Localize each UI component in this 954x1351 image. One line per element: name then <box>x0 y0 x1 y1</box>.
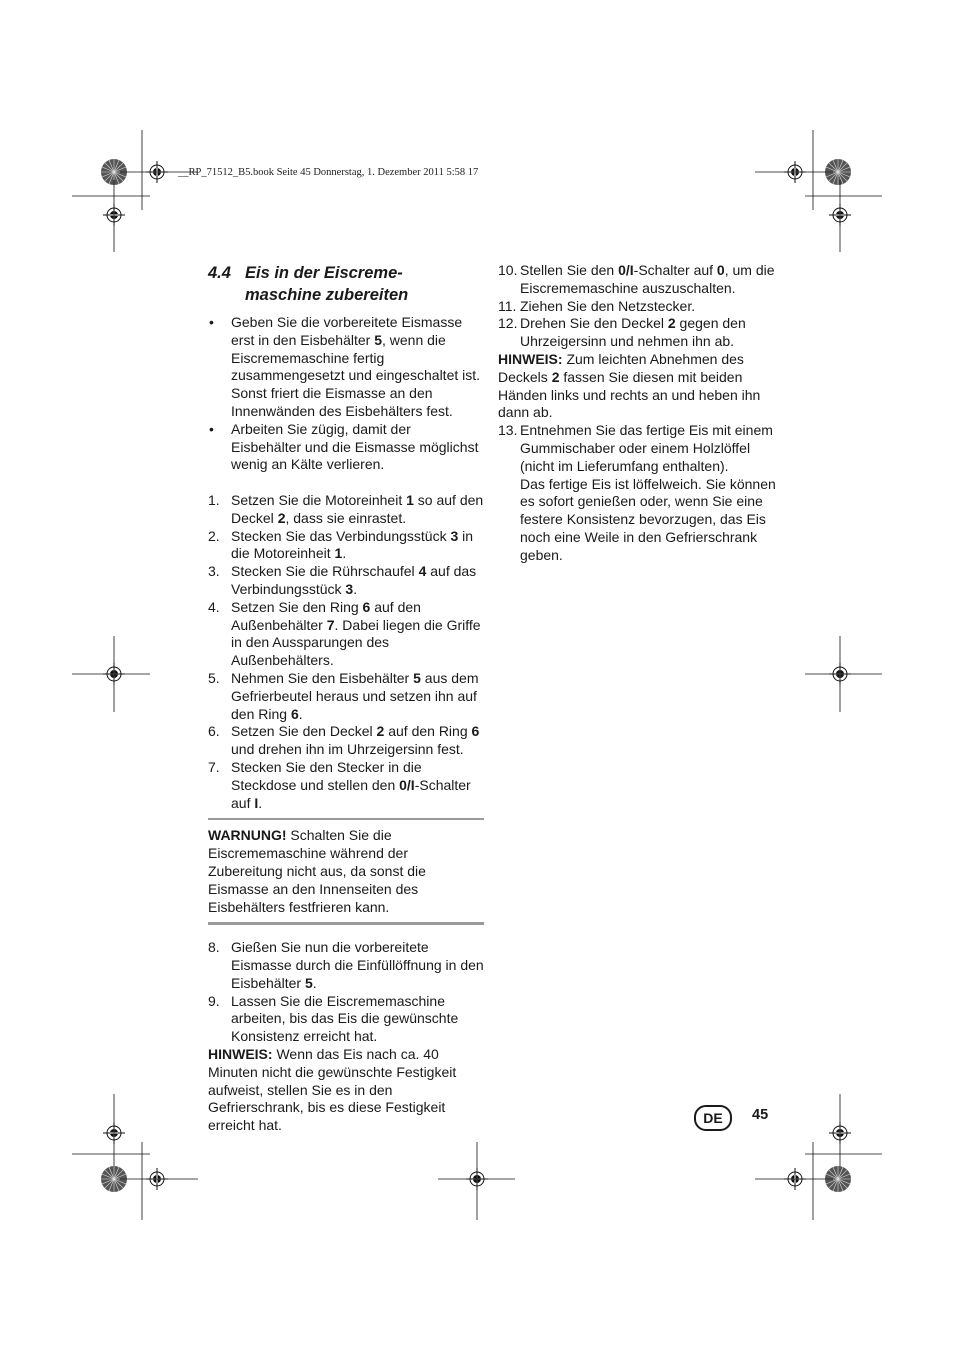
step-number: 12. <box>498 315 518 332</box>
bullet-item <box>208 421 484 474</box>
step-number: 6. <box>208 723 220 740</box>
step-text: Setzen Sie den Ring 6 auf den Außenbehälter 7. Dabei liegen die Griffe in den Aussparungen des Außenbehälters. <box>231 598 481 669</box>
step-item <box>498 298 776 316</box>
warning-text: Schalten Sie die Eiscrememaschine während der Zubereitung nicht aus, da sonst die Eismasse an den Innenseiten des Eisbehälters festfrieren kann. <box>208 827 426 915</box>
step-text: Gießen Sie nun die vorbereitete Eismasse durch die Einfüllöffnung in den Eisbehälter 5. <box>231 939 484 991</box>
section-number: 4.4 <box>208 264 231 282</box>
step-item <box>208 670 484 723</box>
step-text: Stecken Sie den Stecker in die Steckdose und stellen den 0/I-Schalter auf I. <box>231 758 471 811</box>
step-text: Entnehmen Sie das fertige Eis mit einem Gummischaber oder einem Holzlöffel (nicht im Lieferumfang enthalten). <box>520 422 773 474</box>
step-item <box>208 563 484 599</box>
step-text: Drehen Sie den Deckel 2 gegen den Uhrzeigersinn und nehmen ihn ab. <box>520 315 746 350</box>
step-text: Lassen Sie die Eiscrememaschine arbeiten, bis das Eis die gewünschte Konsistenz erreicht hat. <box>231 992 459 1045</box>
bullet-marker: • <box>209 314 214 330</box>
step-number: 1. <box>208 491 220 508</box>
step-number: 3. <box>208 563 220 580</box>
step-number: 2. <box>208 527 220 544</box>
step-text: Nehmen Sie den Eisbehälter 5 aus dem Gefrierbeutel heraus und setzen ihn auf den Ring 6. <box>231 669 479 722</box>
step-item <box>208 723 484 759</box>
step-item <box>208 528 484 564</box>
bullet-text: Arbeiten Sie zügig, damit der Eisbehälter und die Eismasse möglichst wenig an Kälte verlieren. <box>231 420 479 473</box>
note-label: HINWEIS: <box>208 1046 273 1063</box>
step-number: 5. <box>208 669 220 686</box>
step-text: Setzen Sie den Deckel 2 auf den Ring 6 und drehen ihn im Uhrzeigersinn fest. <box>231 723 480 758</box>
step-extra-text: Das fertige Eis ist löffelweich. Sie können es sofort genießen oder, wenn Sie eine festere Konsistenz bevorzugen, das Eis noch eine Weile in den Gefrierschrank geben. <box>520 475 776 563</box>
step-text: Ziehen Sie den Netzstecker. <box>520 297 696 314</box>
bullet-marker: • <box>209 420 214 437</box>
section-heading <box>208 262 484 306</box>
step-item <box>208 599 484 670</box>
left-column <box>208 262 484 1135</box>
warning-label: WARNUNG! <box>208 827 287 844</box>
print-file-info: __RP_71512_B5.book Seite 45 Donnerstag, 1. Dezember 2011 5:58 17 <box>178 167 479 178</box>
step-number: 11. <box>498 297 517 314</box>
step-item <box>498 262 776 298</box>
step-item <box>498 315 776 351</box>
step-number: 4. <box>208 598 220 615</box>
section-title-line2: maschine zubereiten <box>245 286 409 304</box>
note-label: HINWEIS: <box>498 350 563 367</box>
note-text: Wenn das Eis nach ca. 40 Minuten nicht die gewünschte Festigkeit aufweist, stellen Sie es in den Gefrierschrank, bis es diese Festigkeit erreicht hat. <box>208 1046 457 1134</box>
warning-box <box>208 818 484 925</box>
step-number: 13. <box>498 422 518 439</box>
step-text: Stecken Sie die Rührschaufel 4 auf das Verbindungsstück 3. <box>231 563 477 597</box>
step-item <box>208 993 484 1046</box>
page-number: 45 <box>752 1107 769 1123</box>
note-paragraph <box>498 351 776 422</box>
note-paragraph <box>208 1046 484 1135</box>
note-text: Zum leichten Abnehmen des Deckels 2 fassen Sie diesen mit beiden Händen links und rechts an und heben ihn dann ab. <box>498 350 761 421</box>
language-badge: DE <box>694 1105 732 1131</box>
step-number: 8. <box>208 939 220 956</box>
step-number: 10. <box>498 262 518 278</box>
step-number: 9. <box>208 992 220 1009</box>
bullet-item <box>208 314 484 421</box>
bullet-text: Geben Sie die vorbereitete Eismasse erst in den Eisbehälter 5, wenn die Eiscrememaschine fertig zusammengesetzt und eingeschaltet ist. Sonst friert die Eismasse an den Innenwänden des Eisbehälters fest. <box>231 314 481 419</box>
step-text: Stellen Sie den 0/I-Schalter auf 0, um die Eiscrememaschine auszuschalten. <box>520 262 775 296</box>
step-item <box>208 492 484 528</box>
step-item <box>208 939 484 992</box>
step-text: Stecken Sie das Verbindungsstück 3 in die Motoreinheit 1. <box>231 527 474 562</box>
step-text: Setzen Sie die Motoreinheit 1 so auf den Deckel 2, dass sie einrastet. <box>231 491 484 526</box>
step-item <box>208 759 484 812</box>
section-title-line1: Eis in der Eiscreme- <box>245 264 403 282</box>
step-number: 7. <box>208 758 220 775</box>
step-item <box>498 422 776 564</box>
right-column <box>498 262 776 565</box>
